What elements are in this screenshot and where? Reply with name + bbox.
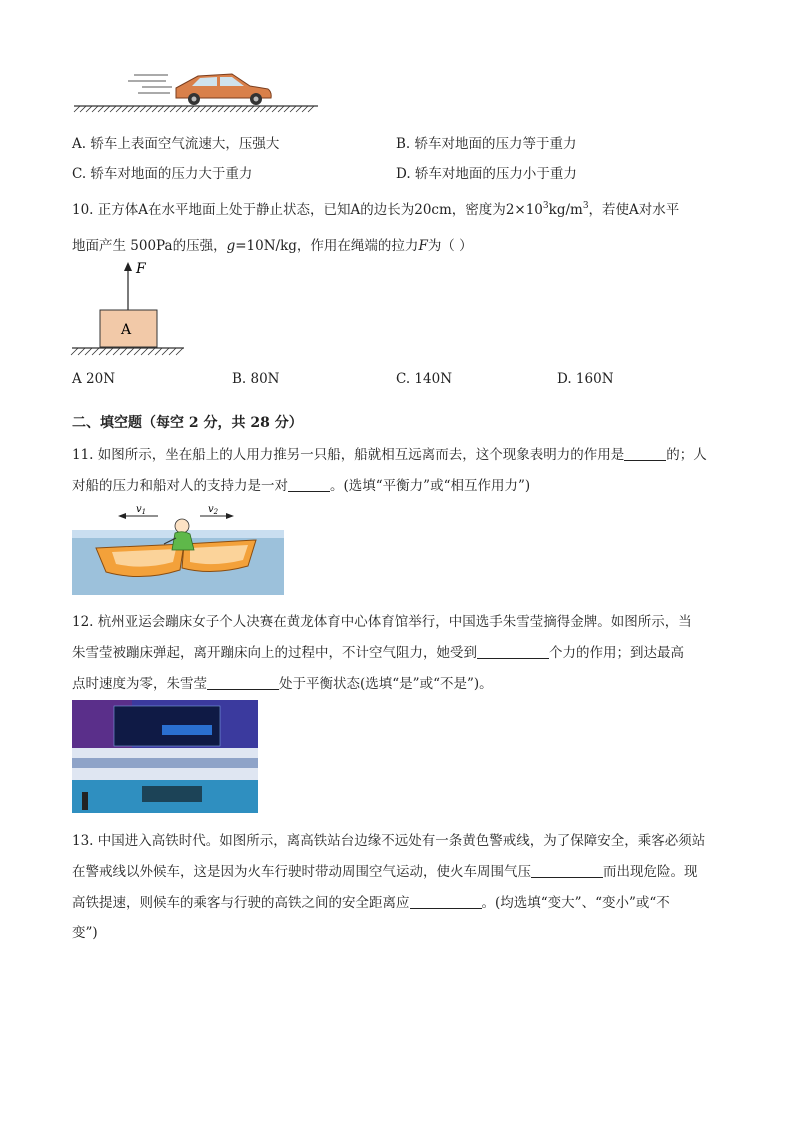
q13-blank-1	[531, 863, 603, 878]
section-title: 二、填空题（每空 2 分，共 28 分）	[72, 415, 303, 431]
q11-line-1: 11. 如图所示，坐在船上的人用力推另一只船，船就相互远离而去，这个现象表明力的作用是 的；人	[72, 447, 707, 463]
q13-line-4: 变”)	[72, 925, 98, 941]
q9-option-a: A. 轿车上表面空气流速大，压强大	[72, 136, 280, 152]
boats-figure	[72, 500, 284, 595]
q10-option-b: B. 80N	[232, 371, 280, 387]
q12-blank-1	[477, 644, 549, 659]
q10-option-c: C. 140N	[396, 371, 453, 387]
q11-line-2: 对船的压力和船对人的支持力是一对 。(选填“平衡力”或“相互作用力”)	[72, 478, 531, 494]
block-force-figure	[70, 256, 190, 360]
q11-blank-1	[624, 446, 666, 461]
ground-hatch	[74, 106, 318, 112]
q12-blank-2	[207, 675, 279, 690]
q9-option-c: C. 轿车对地面的压力大于重力	[72, 166, 253, 182]
car-figure	[72, 66, 322, 114]
arrow-right-icon	[226, 513, 234, 519]
q13-line-3: 高铁提速，则候车的乘客与行驶的高铁之间的安全距离应 。(均选填“变大”、“变小”或“不	[72, 895, 670, 911]
q10-line-2: 地面产生 500Pa的压强，g=10N/kg，作用在绳端的拉力F为（ ）	[72, 238, 473, 254]
q10-line-1: 10. 正方体A在水平地面上处于静止状态，已知A的边长为20cm，密度为$2\times 10^3kg/m^3$，若使A对水平	[72, 201, 680, 218]
trampoline-photo	[72, 700, 258, 813]
block-label: A	[121, 322, 132, 338]
force-label: F	[136, 261, 146, 277]
q13-line-2: 在警戒线以外候车，这是因为火车行驶时带动周围空气运动，使火车周围气压 而出现危险。现	[72, 864, 698, 880]
arrow-left-icon	[118, 513, 126, 519]
v1-label: $v_1$	[136, 504, 147, 516]
speed-lines	[128, 75, 172, 93]
arrow-up-icon	[124, 262, 132, 271]
v2-label: $v_2$	[208, 504, 219, 516]
q12-line-1: 12. 杭州亚运会蹦床女子个人决赛在黄龙体育中心体育馆举行，中国选手朱雪莹摘得金牌。如图所示，当	[72, 614, 692, 630]
q9-option-d: D. 轿车对地面的压力小于重力	[396, 166, 577, 182]
q9-option-b: B. 轿车对地面的压力等于重力	[396, 136, 577, 152]
q10-option-a: A 20N	[72, 371, 116, 387]
q10-option-d: D. 160N	[557, 371, 614, 387]
car-icon	[176, 74, 271, 105]
q11-blank-2	[288, 477, 330, 492]
q13-blank-2	[410, 894, 482, 909]
q12-line-3: 点时速度为零，朱雪莹 处于平衡状态(选填“是”或“不是”)。	[72, 676, 493, 692]
q12-line-2: 朱雪莹被蹦床弹起，离开蹦床向上的过程中，不计空气阻力，她受到 个力的作用；到达最高	[72, 645, 684, 661]
q13-line-1: 13. 中国进入高铁时代。如图所示，离高铁站台边缘不远处有一条黄色警戒线，为了保障安全，乘客必须站	[72, 833, 706, 849]
